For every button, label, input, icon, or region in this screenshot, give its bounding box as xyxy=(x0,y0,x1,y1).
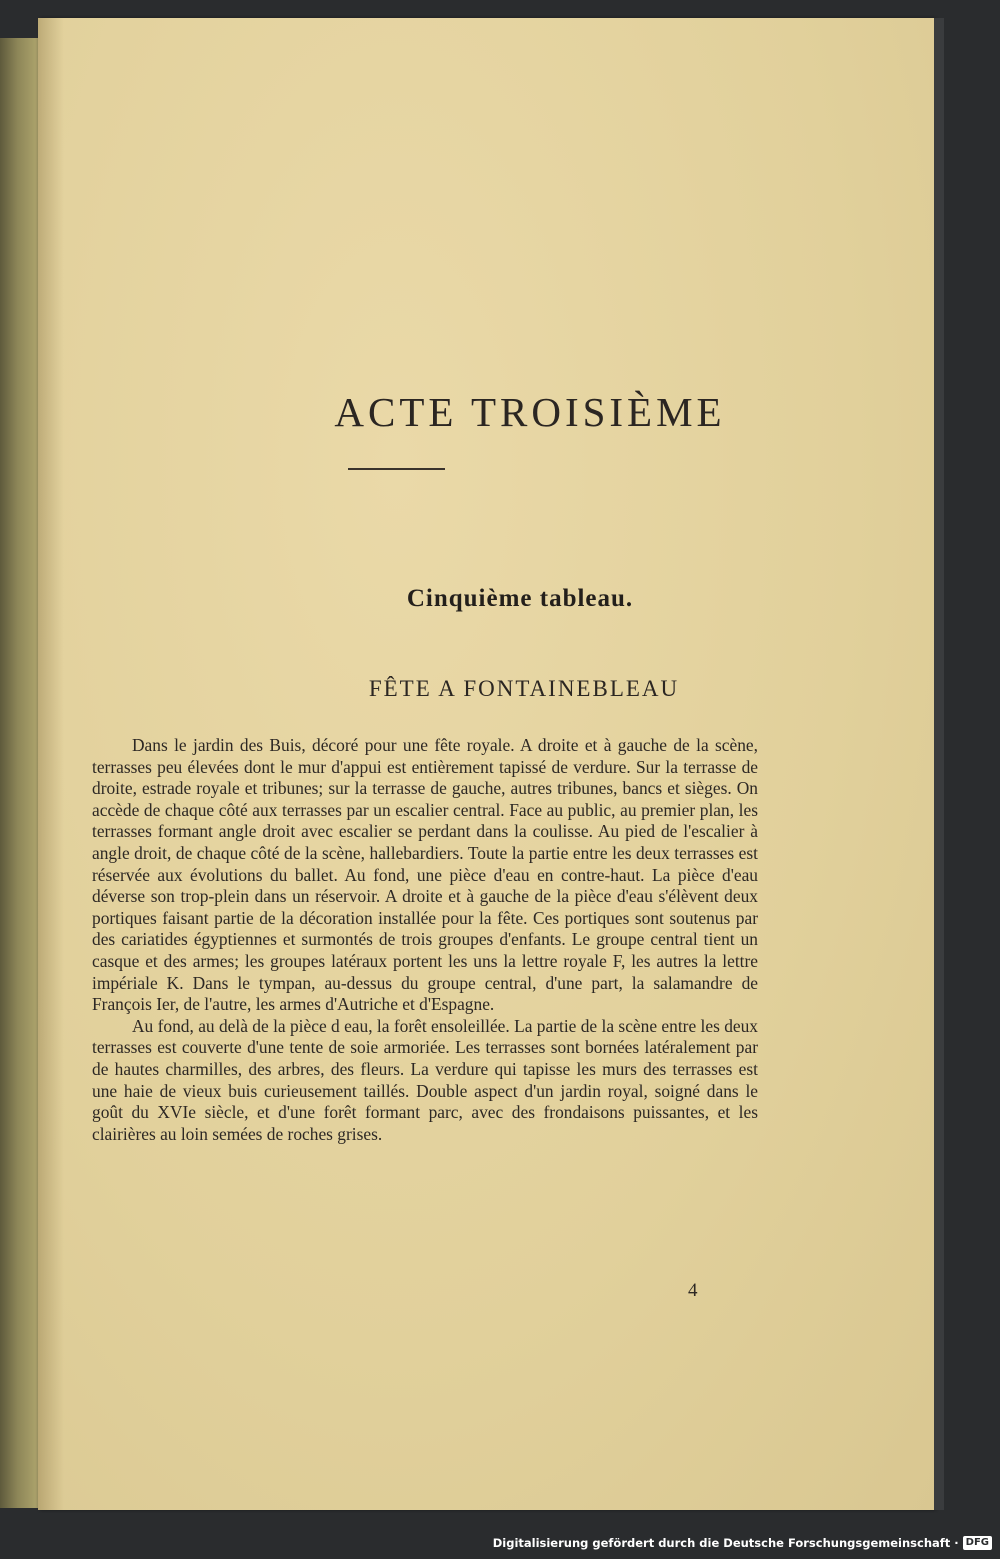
page-edge-shadow xyxy=(934,18,944,1510)
tableau-title: Cinquième tableau. xyxy=(406,585,634,612)
scene-title: FÊTE A FONTAINEBLEAU xyxy=(368,676,680,701)
page-number: 4 xyxy=(688,1280,698,1301)
paragraph-2: Au fond, au delà de la pièce d eau, la forêt ensoleillée. La partie de la scène entre les deux terrasses est couverte d'une tente de soie armoriée. Les terrasses sont bornées latéralement par de hautes charmilles, des arbres, des fleurs. La verdure qui tapisse les murs des terrasses est une haie de vieux buis curieusement taillés. Double aspect d'un jardin royal, soigné dans le goût du XVIe siècle, et d'une forêt formant parc, avec des frondaisons puissantes, et les clairières au loin semées de roches grises. xyxy=(92,1015,758,1144)
paragraph-1: Dans le jardin des Buis, décoré pour une fête royale. A droite et à gauche de la scène, terrasses peu élevées dont le mur d'appui est entièrement tapissé de verdure. Sur la terrasse de droite, estrade royale et tribunes; sur la terrasse de gauche, autres tribunes, bancs et sièges. On accède de chaque côté aux terrasses par un escalier central. Face au public, au premier plan, les terrasses formant angle droit avec escalier se perdant dans la coulisse. Au pied de l'escalier à angle droit, de chaque côté de la scène, hallebardiers. Toute la partie entre les deux terrasses est réservée aux évolutions du ballet. Au fond, une pièce d'eau en contre-haut. La pièce d'eau déverse son trop-plein dans un réservoir. A droite et à gauche de la pièce d'eau s'élèvent deux portiques faisant partie de la décoration installée pour la fête. Ces portiques sont soutenus par des cariatides égyptiennes et surmontés de trois groupes d'enfants. Le groupe central tient un casque et des armes; les groupes latéraux portent les uns la lettre royale F, les autres la lettre impériale K. Dans le tympan, au-dessus du groupe central, d'une part, la salamandre de François Ier, de l'autre, les armes d'Autriche et d'Espagne. xyxy=(92,735,758,1015)
title-divider xyxy=(348,468,445,470)
digitization-footer xyxy=(493,1531,992,1555)
footer-credit: Digitalisierung gefördert durch die Deutsche Forschungsgemeinschaft · xyxy=(492,1536,959,1550)
dfg-logo-icon: DFG xyxy=(963,1536,992,1550)
stage-directions xyxy=(92,735,758,1145)
act-title: ACTE TROISIÈME xyxy=(334,389,726,435)
